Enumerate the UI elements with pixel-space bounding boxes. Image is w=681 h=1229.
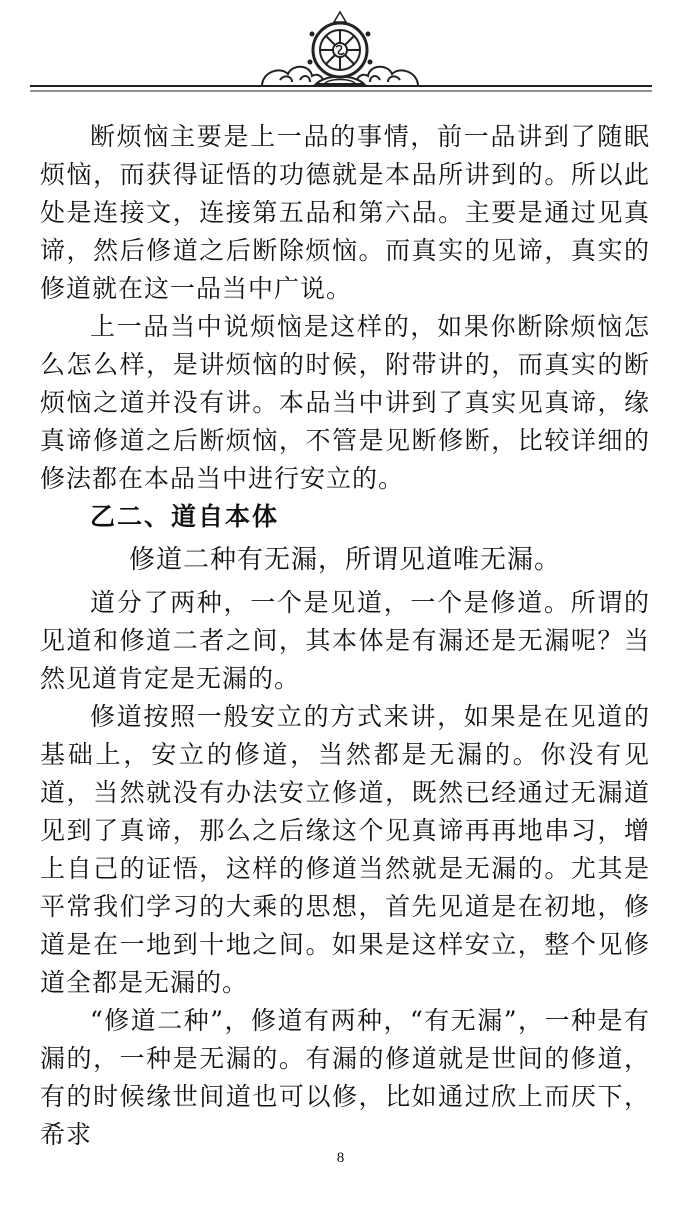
verse: 修道二种有无漏，所谓见道唯无漏。 bbox=[128, 545, 561, 575]
dharma-wheel-icon bbox=[0, 0, 681, 100]
paragraph: 断烦恼主要是上一品的事情，前一品讲到了随眠烦恼，而获得证悟的功德就是本品所讲到的。所以此处是连接文，连接第五品和第六品。主要是通过见真谛，然后修道之后断除烦恼。而真实的见谛，真实的修道就在这一品当中广说。 bbox=[40, 122, 650, 303]
page-body bbox=[40, 118, 650, 1154]
section-heading: 乙二、道自本体 bbox=[90, 502, 280, 531]
page-number: 8 bbox=[336, 1150, 345, 1166]
paragraph: 上一品当中说烦恼是这样的，如果你断除烦恼怎么怎么样，是讲烦恼的时候，附带讲的，而真实的断烦恼之道并没有讲。本品当中讲到了真实见真谛，缘真谛修道之后断烦恼，不管是见断修断，比较详细的修法都在本品当中进行安立的。 bbox=[40, 312, 650, 493]
header-ornament bbox=[0, 0, 681, 100]
paragraph: 修道按照一般安立的方式来讲，如果是在见道的基础上，安立的修道，当然都是无漏的。你没有见道，当然就没有办法安立修道，既然已经通过无漏道见到了真谛，那么之后缘这个见真谛再再地串习，增上自己的证悟，这样的修道当然就是无漏的。尤其是平常我们学习的大乘的思想，首先见道是在初地，修道是在一地到十地之间。如果是这样安立，整个见修道全都是无漏的。 bbox=[40, 702, 650, 997]
paragraph: 道分了两种，一个是见道，一个是修道。所谓的见道和修道二者之间，其本体是有漏还是无漏呢？当然见道肯定是无漏的。 bbox=[40, 588, 650, 693]
paragraph: “修道二种”，修道有两种，“有无漏”，一种是有漏的，一种是无漏的。有漏的修道就是世间的修道，有的时候缘世间道也可以修，比如通过欣上而厌下，希求 bbox=[40, 1006, 650, 1149]
